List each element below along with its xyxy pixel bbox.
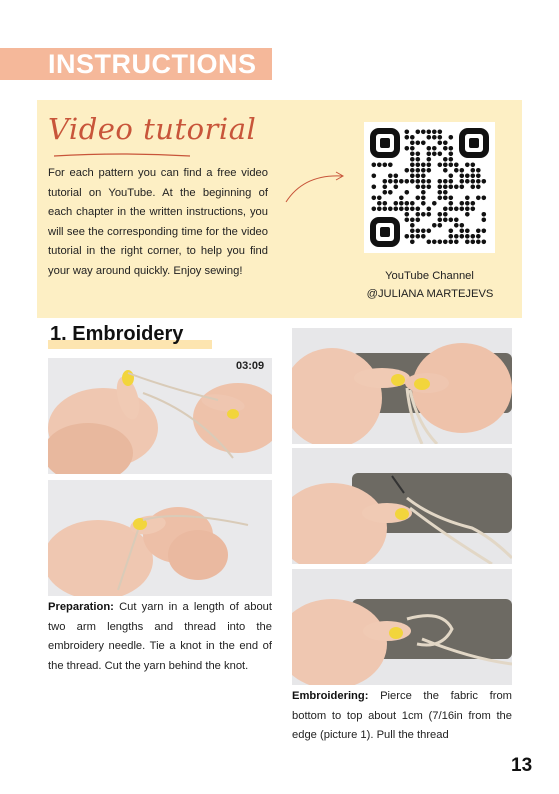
qr-module [443,207,448,212]
qr-module [438,179,443,184]
embroidering-text [292,687,512,746]
qr-module [449,146,454,151]
qr-module [410,201,415,206]
qr-module [405,218,410,223]
qr-module [460,168,465,173]
qr-module [443,190,448,195]
qr-module [427,157,432,162]
qr-module [476,229,481,234]
qr-module [482,218,487,223]
qr-module [410,174,415,179]
qr-code-icon[interactable] [369,127,490,248]
qr-module [399,201,404,206]
qr-module [416,234,421,239]
qr-module [383,201,388,206]
qr-module [460,223,465,228]
qr-module [421,229,426,234]
qr-module [432,240,437,245]
qr-module [465,174,470,179]
qr-module [471,240,476,245]
qr-module [449,240,454,245]
qr-module [427,207,432,212]
qr-module [460,229,465,234]
qr-module [421,163,426,168]
qr-module [427,212,432,217]
qr-module [460,201,465,206]
qr-module [438,130,443,135]
qr-module [427,168,432,173]
qr-module [449,163,454,168]
qr-module [377,196,382,201]
qr-module [372,163,377,168]
youtube-channel-label: YouTube Channel [385,270,474,282]
qr-module [432,201,437,206]
qr-module [399,196,404,201]
qr-module [454,207,459,212]
qr-module [394,185,399,190]
qr-module [465,240,470,245]
qr-module [482,196,487,201]
youtube-channel-handle[interactable]: @JULIANA MARTEJEVS [366,288,494,300]
qr-module [482,229,487,234]
qr-module [394,179,399,184]
qr-module [449,234,454,239]
qr-module [383,163,388,168]
video-tutorial-text: For each pattern you can find a free video tutorial on YouTube. At the beginning of each chapter in the written instructions, you will see the corresponding time for the video tutorial in the right corner, to help you find your way around quickly. Enjoy sewing! [48,167,268,277]
qr-module [410,168,415,173]
qr-module [443,157,448,162]
page-number: 13 [511,755,533,776]
qr-module [443,218,448,223]
qr-module [427,179,432,184]
qr-module [383,190,388,195]
qr-module [410,135,415,140]
qr-module [416,141,421,146]
qr-module [421,141,426,146]
qr-module [416,185,421,190]
preparation-text [48,598,272,676]
qr-module [416,207,421,212]
qr-module [438,135,443,140]
qr-module [443,196,448,201]
qr-module [443,179,448,184]
qr-module [471,179,476,184]
qr-module [449,201,454,206]
qr-module [383,179,388,184]
qr-module [454,185,459,190]
preparation-label: Preparation: [48,601,114,613]
qr-module [438,212,443,217]
qr-module [438,163,443,168]
qr-module [405,190,410,195]
qr-module [416,152,421,157]
qr-module [372,207,377,212]
qr-module [410,141,415,146]
qr-module [449,185,454,190]
qr-module [465,207,470,212]
qr-module [421,212,426,217]
qr-module [427,152,432,157]
qr-module [438,218,443,223]
qr-module [410,163,415,168]
qr-module [421,168,426,173]
qr-module [372,185,377,190]
qr-module [405,179,410,184]
qr-module [405,135,410,140]
qr-module [388,207,393,212]
qr-module [443,168,448,173]
video-timestamp: 03:09 [236,360,265,372]
qr-module [421,185,426,190]
photo-embroidering-1 [292,328,512,444]
photo-embroidering-2 [292,448,512,564]
qr-module [465,229,470,234]
qr-module [443,163,448,168]
qr-module [388,179,393,184]
qr-module [432,135,437,140]
qr-module [449,196,454,201]
qr-module [432,152,437,157]
qr-module [410,240,415,245]
qr-module [410,218,415,223]
qr-module [432,130,437,135]
heading-underline [52,150,192,160]
photo-preparation-1 [48,358,272,474]
qr-module [471,234,476,239]
page-title: INSTRUCTIONS [48,49,257,79]
qr-module [377,163,382,168]
qr-module [399,207,404,212]
embroidering-body: Pierce the fabric from bottom to top about 1cm (7/16in from the edge (picture 1). Pull the thread [292,690,512,741]
qr-module [410,152,415,157]
qr-module [438,196,443,201]
qr-module [377,207,382,212]
qr-module [421,201,426,206]
qr-module [405,207,410,212]
qr-module [454,240,459,245]
qr-module [476,185,481,190]
qr-module [427,130,432,135]
qr-module [421,190,426,195]
qr-module [410,146,415,151]
qr-module [449,218,454,223]
qr-module [394,201,399,206]
qr-module [405,212,410,217]
qr-module [454,234,459,239]
qr-module [482,212,487,217]
qr-module [410,223,415,228]
qr-module [460,179,465,184]
qr-module [372,174,377,179]
photo-embroidering-3 [292,569,512,685]
qr-module [410,234,415,239]
qr-module [471,207,476,212]
qr-module [465,201,470,206]
qr-module [471,201,476,206]
qr-module [449,157,454,162]
qr-module [410,229,415,234]
qr-module [405,234,410,239]
qr-module [460,185,465,190]
qr-module [383,207,388,212]
qr-module [416,229,421,234]
qr-module [438,240,443,245]
qr-module [438,223,443,228]
qr-module [449,174,454,179]
qr-module [405,146,410,151]
qr-module [465,163,470,168]
qr-module [482,240,487,245]
qr-module [438,152,443,157]
qr-module [427,229,432,234]
photo-preparation-2 [48,480,272,596]
qr-module [416,179,421,184]
qr-module [476,196,481,201]
arrow-icon [282,168,348,208]
qr-module [394,207,399,212]
qr-module [416,218,421,223]
qr-module [482,179,487,184]
qr-module [476,174,481,179]
qr-module [416,130,421,135]
qr-module [454,218,459,223]
qr-module [377,201,382,206]
qr-module [405,168,410,173]
qr-module [471,174,476,179]
qr-module [438,190,443,195]
qr-module [438,185,443,190]
qr-module [399,179,404,184]
qr-module [416,168,421,173]
qr-module [471,163,476,168]
qr-module [421,234,426,239]
qr-module [454,168,459,173]
qr-module [416,212,421,217]
qr-module [410,157,415,162]
qr-module [388,174,393,179]
qr-module [443,146,448,151]
qr-module [471,168,476,173]
qr-module [427,163,432,168]
qr-module [476,168,481,173]
qr-module [405,201,410,206]
qr-module [465,196,470,201]
qr-module [443,212,448,217]
qr-module [454,223,459,228]
qr-module [465,234,470,239]
video-tutorial-heading: Video tutorial [48,112,257,146]
qr-module [443,240,448,245]
qr-module [427,135,432,140]
qr-module [460,234,465,239]
qr-module [476,234,481,239]
qr-module [449,135,454,140]
qr-module [432,223,437,228]
qr-module [460,174,465,179]
qr-module [372,196,377,201]
qr-module [476,179,481,184]
qr-module [443,185,448,190]
qr-module [427,185,432,190]
qr-module [432,146,437,151]
qr-module [427,146,432,151]
qr-module [388,163,393,168]
qr-module [471,185,476,190]
qr-module [465,212,470,217]
qr-module [405,130,410,135]
qr-module [443,141,448,146]
qr-module [416,196,421,201]
qr-module [394,174,399,179]
qr-module [410,179,415,184]
qr-module [416,163,421,168]
qr-module [421,130,426,135]
qr-module [449,207,454,212]
qr-module [449,179,454,184]
qr-module [421,179,426,184]
qr-module [421,196,426,201]
section-title: 1. Embroidery [50,323,184,345]
preparation-body: Cut yarn in a length of about two arm lengths and thread into the embroidery needle. Tie a knot in the end of the thread. Cut the yarn behind the knot. [48,601,272,672]
qr-module [465,179,470,184]
qr-module [449,229,454,234]
qr-module [410,207,415,212]
qr-module [476,240,481,245]
qr-module [427,240,432,245]
qr-module [416,174,421,179]
qr-module [460,207,465,212]
qr-module [383,185,388,190]
qr-module [438,141,443,146]
qr-module [388,190,393,195]
qr-module [449,152,454,157]
embroidering-label: Embroidering: [292,690,369,702]
qr-module [454,163,459,168]
qr-module [416,157,421,162]
qr-module [421,174,426,179]
